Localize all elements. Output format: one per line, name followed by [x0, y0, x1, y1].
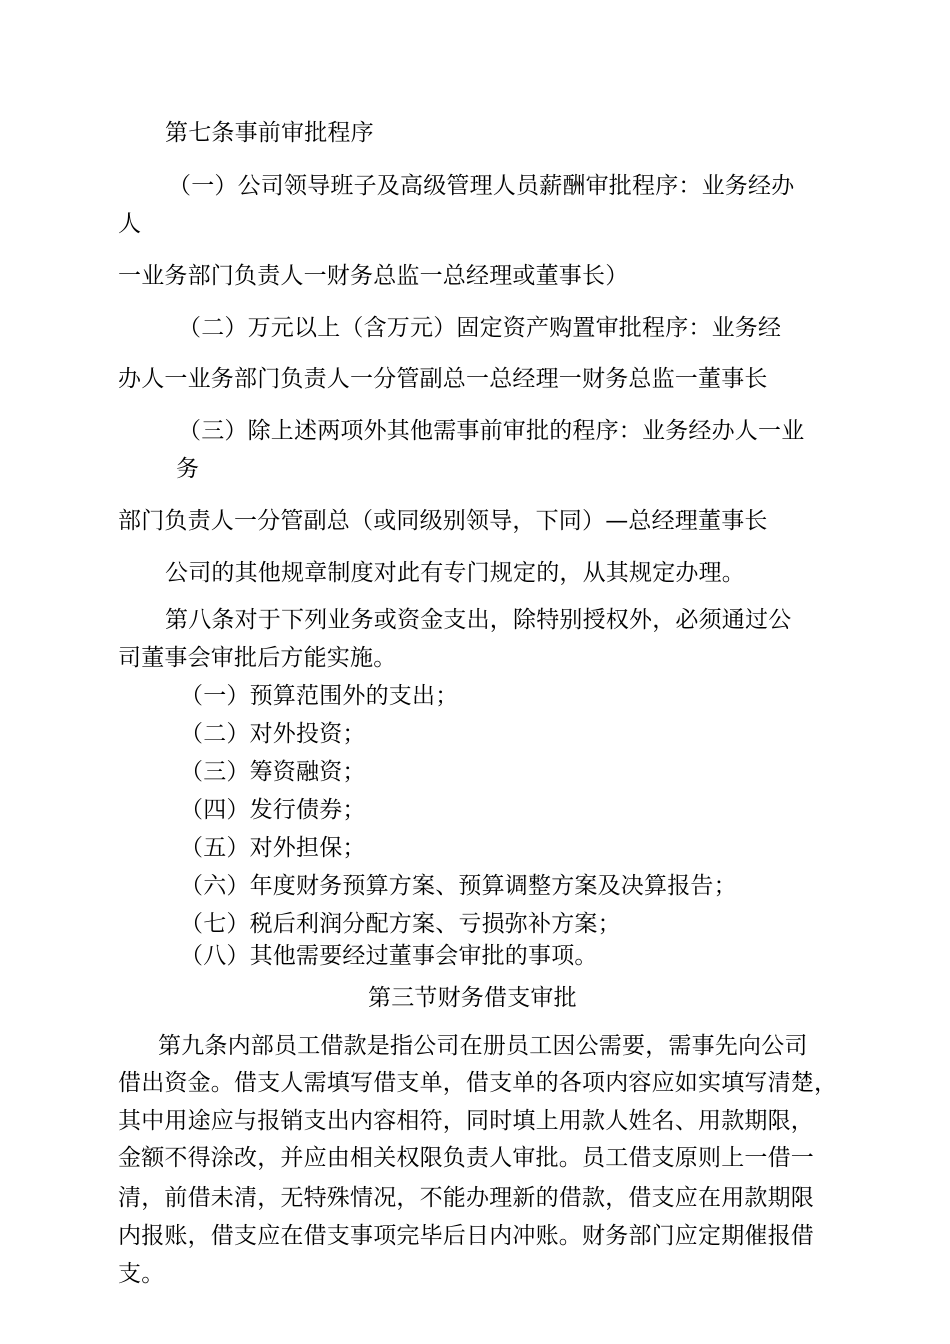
- article7-item2-line1: （二）万元以上（含万元）固定资产购置审批程序：业务经: [178, 315, 782, 341]
- article9-line: 金额不得涂改，并应由相关权限负责人审批。员工借支原则上一借一: [118, 1145, 814, 1171]
- article7-note: 公司的其他规章制度对此有专门规定的，从其规定办理。: [165, 560, 745, 586]
- article7-item3-line1: （三）除上述两项外其他需事前审批的程序：业务经办人一业: [178, 418, 805, 444]
- article8-item: （二）对外投资；: [180, 721, 366, 747]
- article8-item: （一）预算范围外的支出；: [180, 683, 459, 709]
- article8-item: （六）年度财务预算方案、预算调整方案及决算报告；: [180, 873, 737, 899]
- article9-line: 清，前借未清，无特殊情况，不能办理新的借款，借支应在用款期限: [118, 1185, 814, 1211]
- article7-item1-line3: 一业务部门负责人一财务总监一总经理或董事长）: [118, 263, 629, 289]
- article8-item: （七）税后利润分配方案、亏损弥补方案；: [180, 911, 621, 937]
- article8-item: （三）筹资融资；: [180, 759, 366, 785]
- article8-item: （八）其他需要经过董事会审批的事项。: [180, 943, 598, 969]
- article7-item2-line2: 办人一业务部门负责人一分管副总一总经理一财务总监一董事长: [118, 366, 768, 392]
- article8-intro-line2: 司董事会审批后方能实施。: [118, 645, 397, 671]
- article9-line: 借出资金。借支人需填写借支单，借支单的各项内容应如实填写清楚，: [118, 1070, 838, 1096]
- article7-item3-line2: 务: [176, 456, 200, 482]
- article9-line: 内报账，借支应在借支事项完毕后日内冲账。财务部门应定期催报借: [118, 1223, 814, 1249]
- article8-intro-line1: 第八条对于下列业务或资金支出，除特别授权外，必须通过公: [165, 607, 792, 633]
- section3-heading: 第三节财务借支审批: [368, 985, 577, 1011]
- article8-item: （五）对外担保；: [180, 835, 366, 861]
- article9-line: 第九条内部员工借款是指公司在册员工因公需要，需事先向公司: [158, 1033, 808, 1059]
- article7-item1-line1: （一）公司领导班子及高级管理人员薪酬审批程序：业务经办: [168, 173, 795, 199]
- article9-line: 支。: [118, 1261, 165, 1287]
- article9-line: 其中用途应与报销支出内容相符，同时填上用款人姓名、用款期限，: [118, 1108, 814, 1134]
- article7-title: 第七条事前审批程序: [165, 120, 374, 146]
- article7-item1-line2: 人: [118, 211, 142, 237]
- article8-item: （四）发行债券；: [180, 797, 366, 823]
- article7-item3-line3: 部门负责人一分管副总（或同级别领导，下同）—总经理董事长: [118, 508, 768, 534]
